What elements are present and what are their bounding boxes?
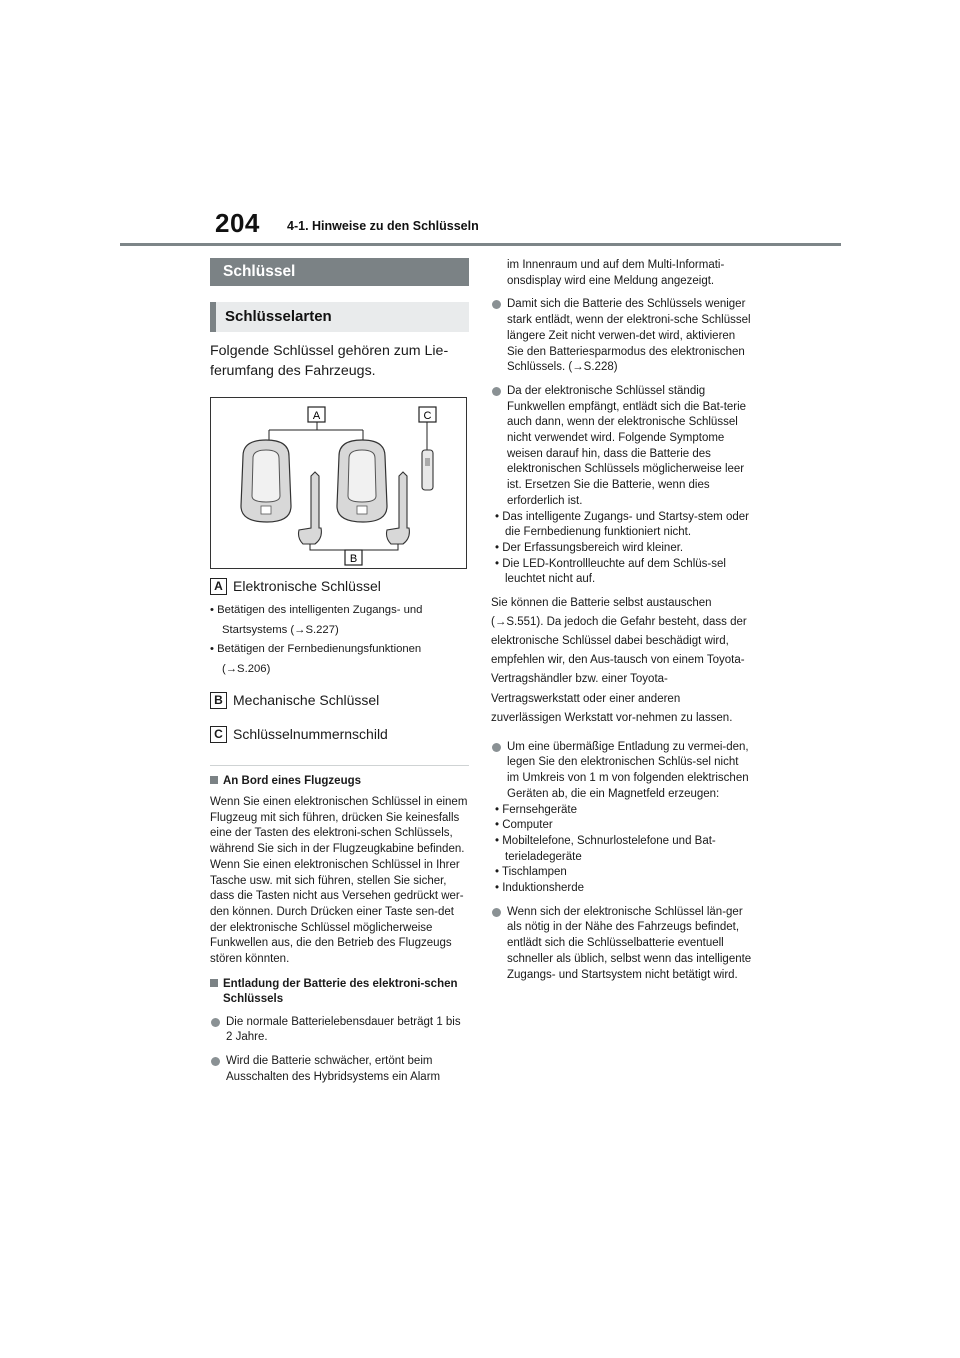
main-heading: Schlüssel [210,258,469,286]
list-item: • Mobiltelefone, Schnurlostelefone und Bat-terieladegeräte [495,834,716,863]
legend-c-text: Schlüsselnummernschild [233,726,388,742]
list-item: • Die LED-Kontrollleuchte auf dem Schlüs-sel leuchtet nicht auf. [495,557,726,586]
right-column [491,258,753,983]
circle-bullet-icon [492,743,501,752]
label-b-text: B [349,553,358,565]
keys-drawing [211,398,466,568]
left-column [210,258,469,1086]
list-item: • Computer [495,819,553,832]
list-item: • Betätigen der Fernbedienungsfunktionen (→S.206) [210,643,422,675]
legend-a-bullets [210,601,469,679]
section-divider [210,765,469,766]
list-item: Damit sich die Batterie des Schlüssels weniger stark entlädt, wenn der elektroni-sche Schlüssel längere Zeit nicht verwen-det wird, aktivieren Sie den Batteriesparmodus des elektronischen Schlüssels. (→S.228) [491,297,753,376]
header-rule [120,243,841,246]
legend-b [210,691,469,709]
list-item: • Tischlampen [495,866,567,879]
list-item: Die normale Batterielebensdauer beträgt 1 bis 2 Jahre. [210,1015,469,1046]
symptom-list [491,510,753,589]
list-item: • Fernsehgeräte [495,803,578,816]
legend-b-text: Mechanische Schlüssel [233,692,380,708]
circle-bullet-icon [211,1057,220,1066]
replace-battery-text: Sie können die Batterie selbst austauschen (→S.551). Da jedoch die Gefahr besteht, dass der elektronische Schlüssel dabei beschädigt wird, empfehlen wir, den Aus-tausch von einem Toyota-Vertragshändler bzw. einer Toyota-Vertragswerkstatt oder einer anderen zuverlässigen Werkstatt vor-nehmen zu lassen. [491,597,747,724]
label-c-text: C [423,410,432,422]
list-item: • Betätigen des intelligenten Zugangs- und Startsystems (→S.227) [210,604,423,636]
circle-bullet-icon [492,300,501,309]
page-number: 204 [215,208,260,238]
note-heading-battery: Entladung der Batterie des elektroni-schen Schlüssels [210,977,469,1007]
section-title: 4-1. Hinweise zu den Schlüsseln [287,219,479,233]
key-illustration [210,397,467,569]
list-item: Wird die Batterie schwächer, ertönt beim Ausschalten des Hybridsystems ein Alarm [210,1054,469,1085]
note-flight-text: Wenn Sie einen elektronischen Schlüssel in einem Flugzeug mit sich führen, drücken Sie keinesfalls eine der Tasten des elektroni-schen Schlüssels, während Sie sich in der Flugzeugkabine befinden. Wenn Sie einen elektronischen Schlüssel in Ihrer Tasche usw. mit sich führen, stellen Sie sicher, dass die Tasten nicht aus Versehen gedrückt wer-den können. Durch Drücken einer Taste sen-det der elektronische Schlüssel möglicherweise Funkwellen aus, die den Betrieb des Flugzeugs stören könnten. [210,796,468,966]
sub-heading: Schlüsselarten [210,302,469,332]
list-item: • Das intelligente Zugangs- und Startsy-stem oder die Fernbedienung funktioniert nicht. [495,510,749,539]
circle-bullet-icon [492,908,501,917]
legend-a-text: Elektronische Schlüssel [233,578,381,594]
legend-a [210,577,469,595]
list-item: Wenn sich der elektronische Schlüssel län-ger als nötig in der Nähe des Fahrzeugs befindet, entlädt sich die Schlüsselbatterie eventuell schneller als üblich, selbst wenn das intelligente Zugangs- und Startsystem nicht betätigt wird. [491,905,753,984]
mechanical-key-1 [299,472,322,544]
list-item: Da der elektronische Schlüssel ständig Funkwellen empfängt, entlädt sich die Bat-terie auch dann, wenn der elektronische Schlüssel nicht verwendet wird. Folgende Symptome weisen darauf hin, dass die Batterie des elektronischen Schlüssels möglicherweise leer ist. Ersetzen Sie die Batterie, wenn dies erforderlich ist. [491,384,753,510]
tag-b: B [210,692,227,709]
continued-text: im Innenraum und auf dem Multi-Informati-onsdisplay wird eine Meldung angezeigt. [507,259,725,287]
device-list [491,803,753,897]
list-item: • Induktionsherde [495,882,585,895]
square-bullet-icon [210,776,218,784]
circle-bullet-icon [211,1018,220,1027]
list-item: • Der Erfassungsbereich wird kleiner. [495,541,684,554]
label-a-text: A [312,410,321,422]
note-heading-flight: An Bord eines Flugzeugs [210,774,469,789]
tag-c: C [210,726,227,743]
tag-a: A [210,578,227,595]
key-number-plate [422,450,433,490]
legend-c [210,725,469,743]
square-bullet-icon [210,979,218,987]
mechanical-key-2 [387,472,410,544]
list-item: Um eine übermäßige Entladung zu vermei-den, legen Sie den elektronischen Schlüs-sel nicht im Umkreis von 1 m von folgenden elektrischen Geräten ab, die ein Magnetfeld erzeugen: [491,740,753,803]
intro-text: Folgende Schlüssel gehören zum Lie-ferumfang des Fahrzeugs. [210,343,449,379]
circle-bullet-icon [492,387,501,396]
